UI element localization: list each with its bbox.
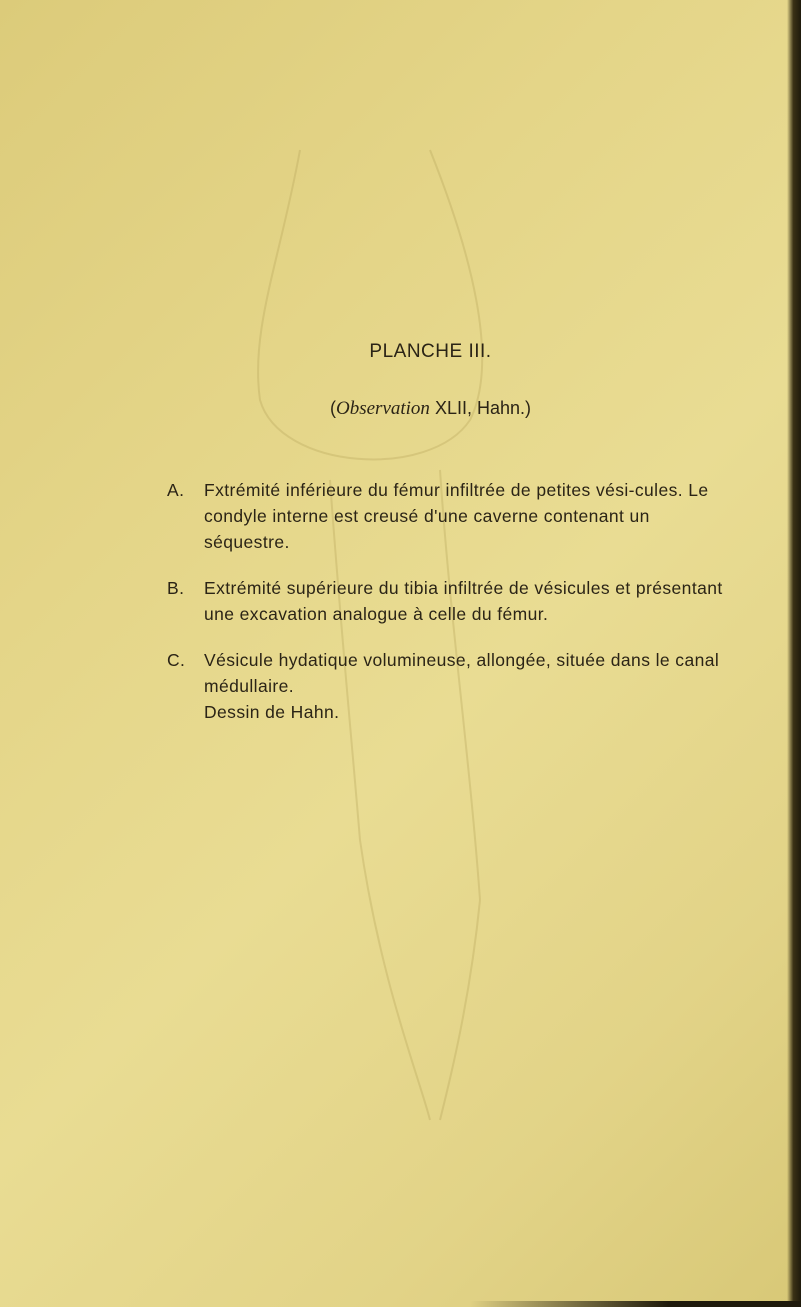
binding-edge <box>787 0 801 1307</box>
plate-title: PLANCHE III. <box>369 341 492 362</box>
subtitle-open-paren: ( <box>330 398 336 418</box>
legend-text: Extrémité supérieure du tibia infiltrée de vésicules et présentant une excavation analogue à celle du fémur. <box>204 578 723 624</box>
subtitle-reference: XLII, Hahn.) <box>429 398 531 418</box>
legend-item-a <box>167 477 727 555</box>
bottom-edge <box>470 1301 801 1307</box>
legend-key: A. <box>167 480 185 500</box>
legend-item-c <box>167 647 727 699</box>
drawing-credit: Dessin de Hahn. <box>204 702 340 722</box>
legend-text: Fxtrémité inférieure du fémur infiltrée de petites vési-cules. Le condyle interne est creusé d'une caverne contenant un séquestre. <box>204 480 709 552</box>
plate-subtitle <box>0 398 801 420</box>
legend-key: C. <box>167 650 186 670</box>
subtitle-observation: Observation <box>336 398 430 419</box>
legend-item-b <box>167 575 727 627</box>
legend-key: B. <box>167 578 185 598</box>
legend-text: Vésicule hydatique volumineuse, allongée, située dans le canal médullaire. <box>204 650 720 696</box>
